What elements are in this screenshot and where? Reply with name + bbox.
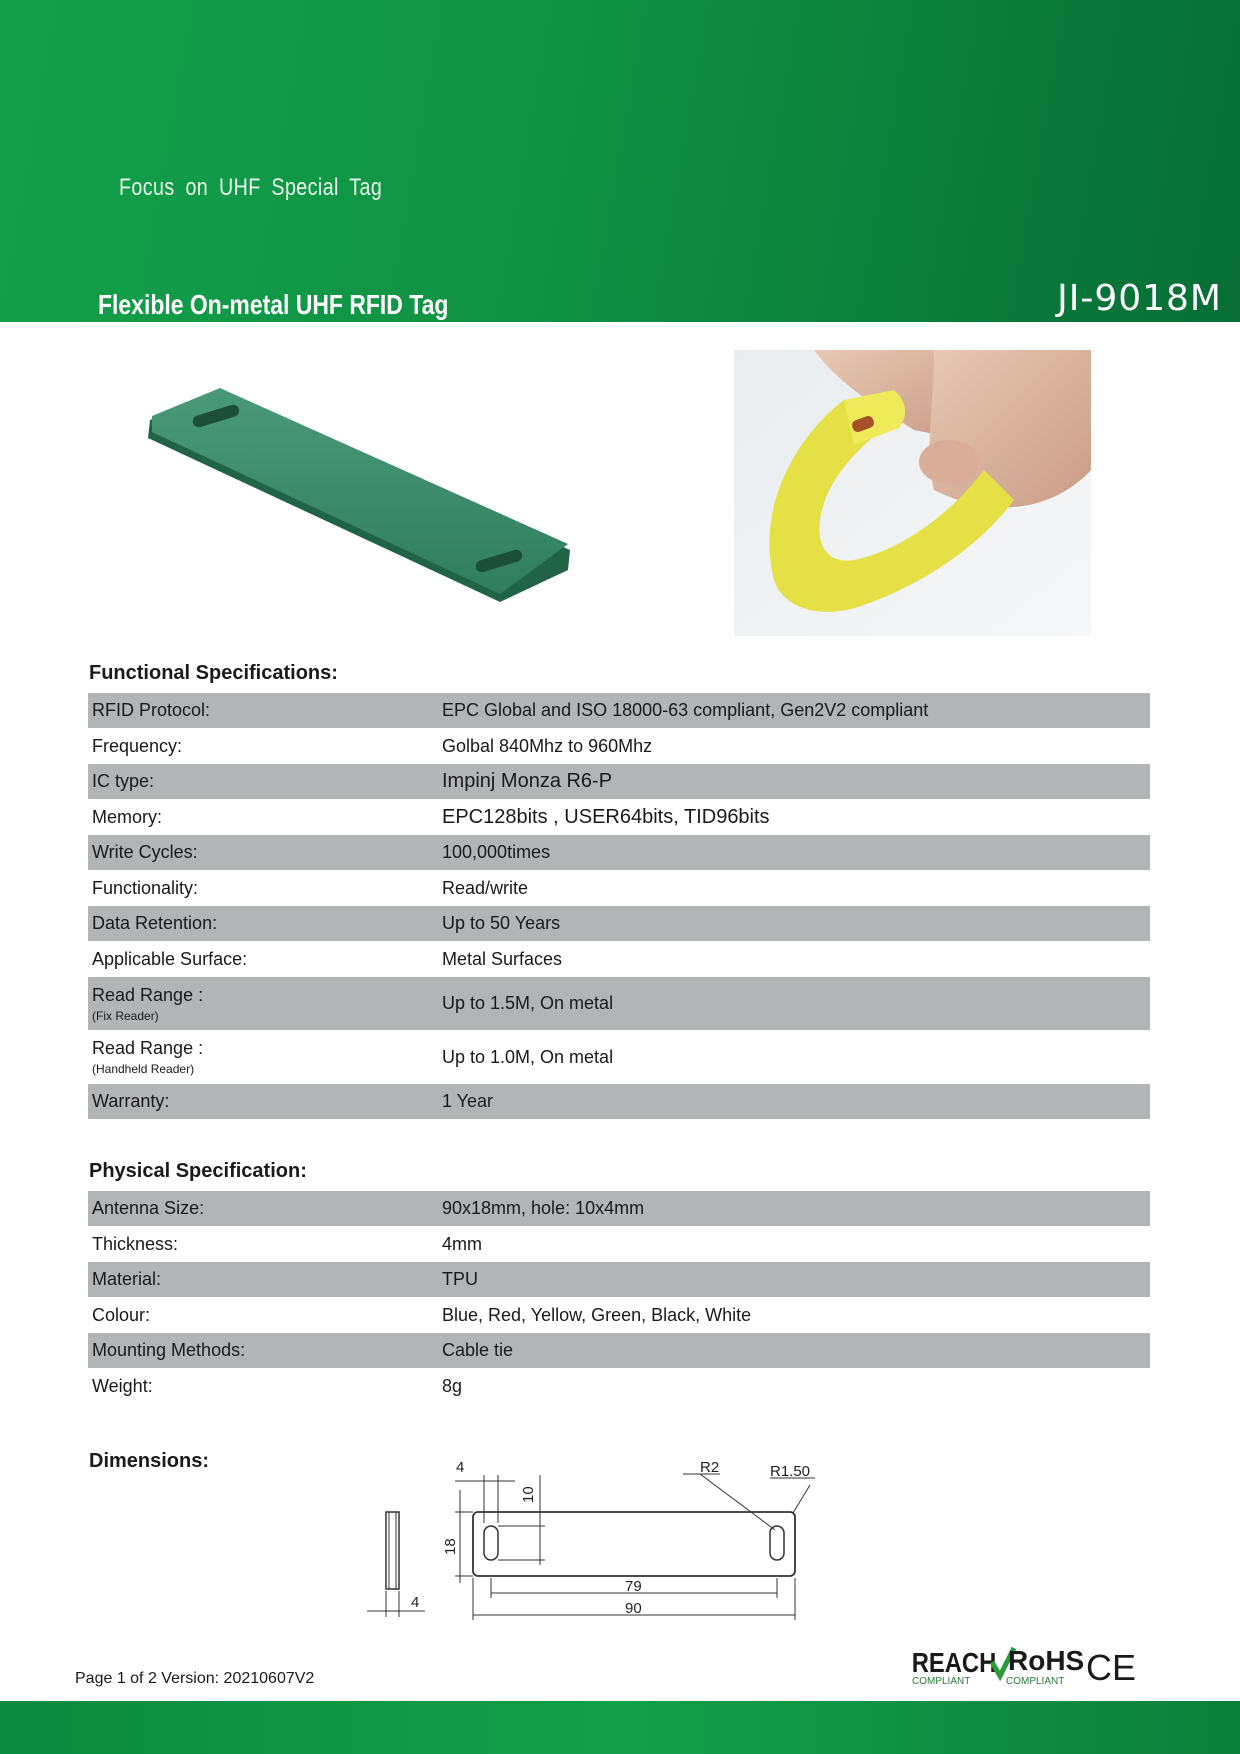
reach-compliant: COMPLIANT xyxy=(912,1676,971,1687)
spec-label: RFID Protocol: xyxy=(92,700,211,720)
table-row xyxy=(88,1191,1150,1226)
dimension-drawing xyxy=(355,1455,835,1635)
spec-value: EPC128bits , USER64bits, TID96bits xyxy=(442,805,770,828)
table-row xyxy=(88,1084,1150,1119)
spec-label: Warranty: xyxy=(92,1091,170,1111)
product-title: Flexible On-metal UHF RFID Tag xyxy=(98,289,449,320)
product-photo-green-tag xyxy=(140,380,600,620)
spec-value: Up to 1.5M, On metal xyxy=(442,993,614,1013)
physical-specs-table xyxy=(88,1191,1150,1404)
certification-logos xyxy=(910,1640,1140,1690)
physical-specs-heading: Physical Specification: xyxy=(89,1160,307,1182)
table-row xyxy=(88,835,1150,870)
spec-value: Read/write xyxy=(442,877,529,898)
spec-value: 1 Year xyxy=(442,1091,494,1111)
spec-value: 90x18mm, hole: 10x4mm xyxy=(442,1198,645,1218)
page-version: Page 1 of 2 Version: 20210607V2 xyxy=(75,1670,315,1687)
spec-label: Functionality: xyxy=(92,877,199,898)
spec-label-sub: (Fix Reader) xyxy=(92,1008,159,1023)
table-row xyxy=(88,1262,1150,1297)
functional-specs-heading: Functional Specifications: xyxy=(89,662,338,684)
dim-radius-corner: R1.50 xyxy=(770,1463,811,1480)
spec-label: Frequency: xyxy=(92,735,183,756)
top-view xyxy=(455,1474,815,1620)
spec-value: Cable tie xyxy=(442,1340,514,1360)
spec-label: Applicable Surface: xyxy=(92,948,248,969)
spec-label: Weight: xyxy=(92,1375,153,1396)
table-row xyxy=(88,906,1150,941)
table-row xyxy=(88,977,1150,1030)
ce-mark: CE xyxy=(1086,1647,1137,1688)
spec-label-main: Read Range : xyxy=(92,984,204,1005)
table-row xyxy=(88,799,1150,835)
spec-label: Antenna Size: xyxy=(92,1198,205,1218)
spec-label: IC type: xyxy=(92,771,155,791)
model-number: JI-9018M xyxy=(1057,278,1222,319)
spec-value: Golbal 840Mhz to 960Mhz xyxy=(442,735,653,756)
spec-value: Up to 50 Years xyxy=(442,913,561,933)
dimensions-heading: Dimensions: xyxy=(89,1450,210,1472)
spec-label xyxy=(88,1038,442,1076)
dim-hole-width: 4 xyxy=(456,1459,465,1476)
tagline: Focus on UHF Special Tag xyxy=(119,174,383,201)
table-row xyxy=(88,1333,1150,1368)
spec-label: Colour: xyxy=(92,1304,151,1325)
spec-label: Mounting Methods: xyxy=(92,1340,246,1360)
spec-label-main: Read Range : xyxy=(92,1038,204,1058)
spec-label: Material: xyxy=(92,1269,162,1289)
footer-banner xyxy=(0,1701,1240,1754)
spec-value: 100,000times xyxy=(442,842,551,862)
table-row xyxy=(88,1226,1150,1262)
table-row xyxy=(88,693,1150,728)
table-row xyxy=(88,764,1150,799)
dim-hole-length: 10 xyxy=(520,1486,537,1503)
product-photo-yellow-tag xyxy=(734,350,1091,636)
dim-radius-hole: R2 xyxy=(700,1459,720,1476)
spec-label: Data Retention: xyxy=(92,913,218,933)
spec-value: Impinj Monza R6-P xyxy=(442,770,613,792)
dim-hole-spacing: 79 xyxy=(625,1578,642,1595)
table-row xyxy=(88,941,1150,977)
dim-length: 90 xyxy=(625,1600,642,1617)
spec-label: Write Cycles: xyxy=(92,842,198,862)
dim-height: 18 xyxy=(442,1538,459,1555)
dim-thickness: 4 xyxy=(411,1594,420,1611)
spec-label: Thickness: xyxy=(92,1233,179,1254)
spec-label-sub: (Handheld Reader) xyxy=(92,1062,195,1076)
table-row xyxy=(88,1368,1150,1404)
rohs-logo: RoHS xyxy=(1008,1645,1085,1676)
spec-label xyxy=(88,985,442,1023)
spec-value: Up to 1.0M, On metal xyxy=(442,1046,614,1067)
spec-value: 4mm xyxy=(442,1233,482,1254)
spec-value: Metal Surfaces xyxy=(442,948,563,969)
spec-value: EPC Global and ISO 18000-63 compliant, Gen2V2 compliant xyxy=(442,700,929,720)
spec-value: 8g xyxy=(442,1375,463,1396)
spec-value: TPU xyxy=(442,1269,478,1289)
header-banner xyxy=(0,0,1240,322)
table-row xyxy=(88,728,1150,764)
spec-label: Memory: xyxy=(92,806,163,827)
rohs-compliant: COMPLIANT xyxy=(1006,1676,1065,1687)
table-row xyxy=(88,1030,1150,1084)
table-row xyxy=(88,1297,1150,1333)
functional-specs-table xyxy=(88,693,1150,1119)
spec-value: Blue, Red, Yellow, Green, Black, White xyxy=(442,1304,752,1325)
table-row xyxy=(88,870,1150,906)
reach-logo: REACH xyxy=(911,1646,997,1679)
